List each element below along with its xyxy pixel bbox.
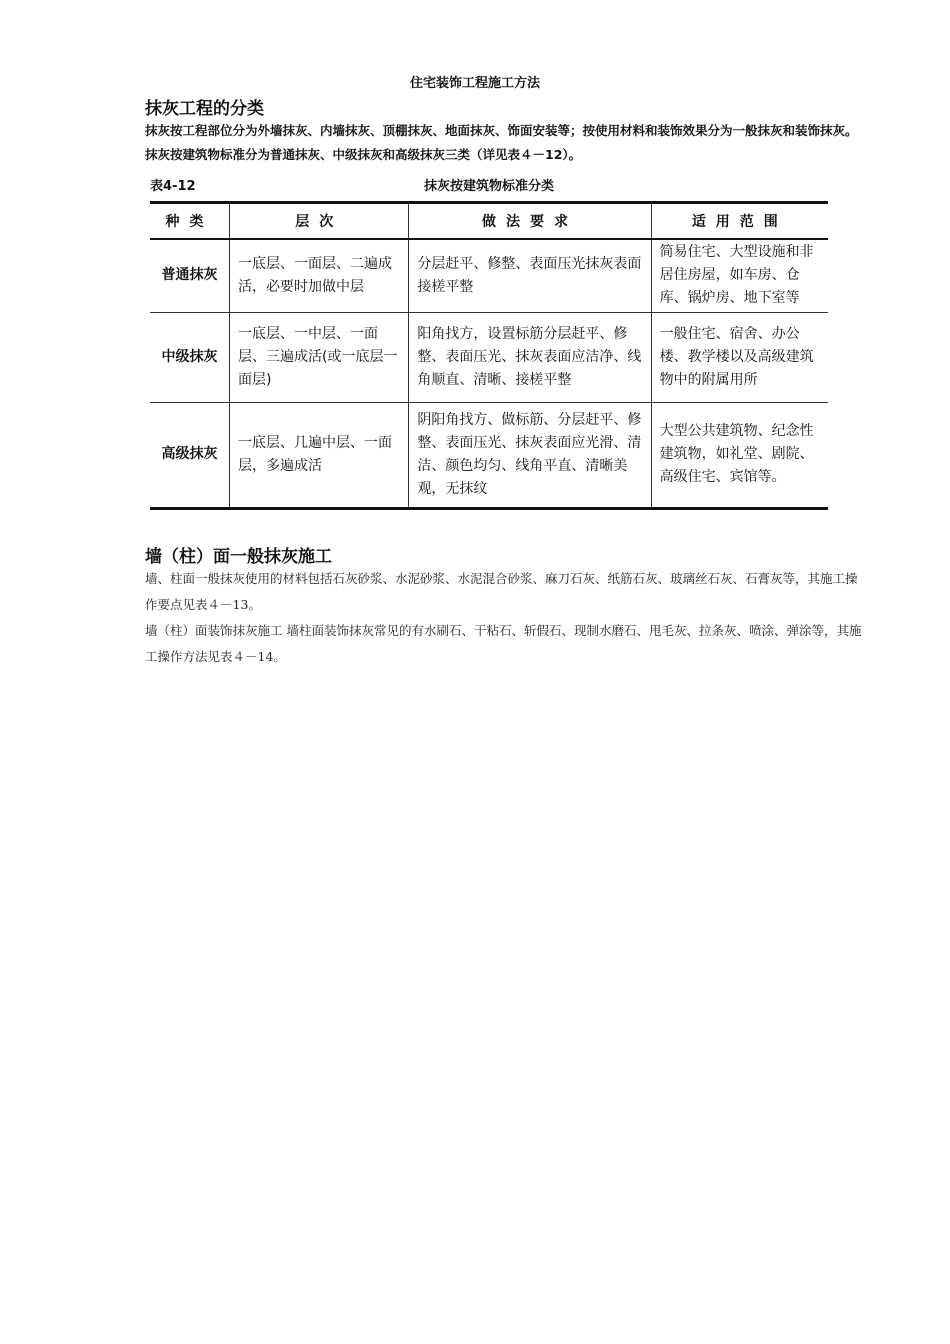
header-level: 层次 xyxy=(230,203,409,240)
section-heading-wall-plaster: 墙（柱）面一般抹灰施工 xyxy=(145,547,332,567)
cell-scope: 简易住宅、大型设施和非居住房屋，如车房、仓库、锅炉房、地下室等 xyxy=(651,239,828,312)
table-header-row xyxy=(150,203,828,240)
plaster-standard-table xyxy=(150,201,828,510)
page-title: 住宅装饰工程施工方法 xyxy=(409,76,540,91)
cell-scope: 一般住宅、宿舍、办公楼、教学楼以及高级建筑物中的附属用所 xyxy=(651,312,828,402)
decorative-plaster-paragraph: 墙（柱）面装饰抹灰施工 墙柱面装饰抹灰常见的有水刷石、干粘石、斩假石、现制水磨石、甩毛灰、拉条灰、喷涂、弹涂等，其施工操作方法见表４－14。 xyxy=(145,623,862,664)
header-type: 种类 xyxy=(150,203,230,240)
section-heading-classification: 抹灰工程的分类 xyxy=(145,99,264,119)
cell-scope: 大型公共建筑物、纪念性建筑物，如礼堂、剧院、高级住宅、宾馆等。 xyxy=(651,402,828,508)
table-name: 抹灰按建筑物标准分类 xyxy=(423,179,554,194)
table-row xyxy=(150,312,828,402)
table-caption xyxy=(150,175,828,197)
table-row xyxy=(150,402,828,508)
cell-level: 一底层、一面层、二遍成活，必要时加做中层 xyxy=(230,239,409,312)
header-scope: 适用范围 xyxy=(651,203,828,240)
cell-method: 阴阳角找方、做标筋、分层赶平、修整、表面压光、抹灰表面应光滑、清洁、颜色均匀、线角平直、清晰美观，无抹纹 xyxy=(409,402,651,508)
cell-method: 分层赶平、修整、表面压光抹灰表面接槎平整 xyxy=(409,239,651,312)
classification-paragraph: 抹灰按工程部位分为外墙抹灰、内墙抹灰、顶棚抹灰、地面抹灰、饰面安装等；按使用材料和装饰效果分为一般抹灰和装饰抹灰。抹灰按建筑物标准分为普通抹灰、中级抹灰和高级抹灰三类（详见表４－12）。 xyxy=(145,123,858,162)
table-number: 表4-12 xyxy=(150,179,196,194)
cell-type: 高级抹灰 xyxy=(150,402,230,508)
wall-plaster-paragraph: 墙、柱面一般抹灰使用的材料包括石灰砂浆、水泥砂浆、水泥混合砂浆、麻刀石灰、纸筋石灰、玻璃丝石灰、石膏灰等，其施工操作要点见表４－13。 xyxy=(145,571,858,612)
table-row xyxy=(150,239,828,312)
cell-level: 一底层、一中层、一面层、三遍成活(或一底层一面层) xyxy=(230,312,409,402)
cell-method: 阳角找方，设置标筋分层赶平、修整、表面压光、抹灰表面应洁净、线角顺直、清晰、接槎平整 xyxy=(409,312,651,402)
cell-level: 一底层、几遍中层、一面层，多遍成活 xyxy=(230,402,409,508)
header-method: 做法要求 xyxy=(409,203,651,240)
cell-type: 中级抹灰 xyxy=(150,312,230,402)
cell-type: 普通抹灰 xyxy=(150,239,230,312)
